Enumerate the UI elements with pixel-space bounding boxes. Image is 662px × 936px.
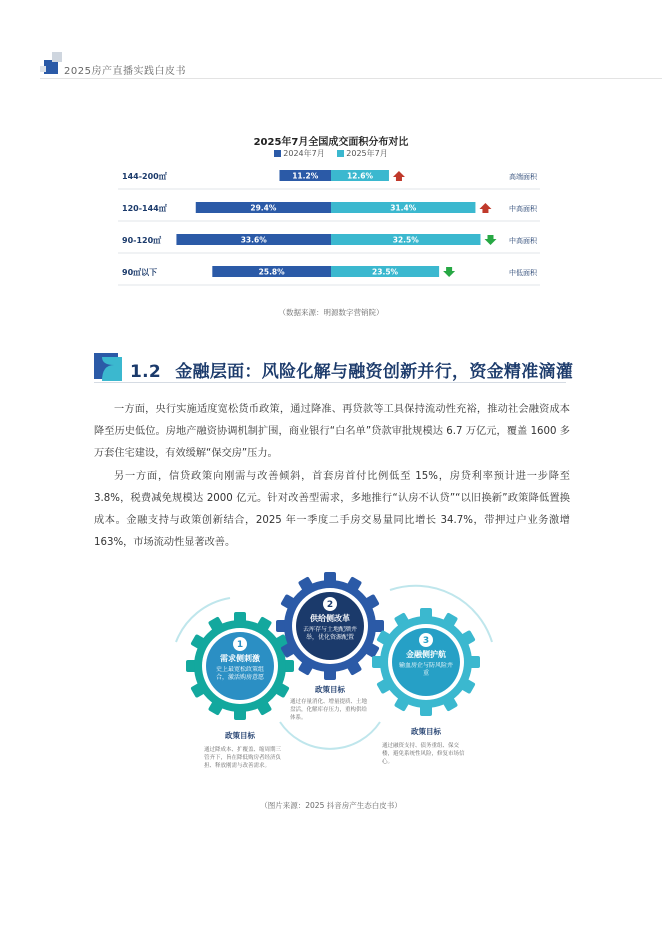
gear-3 [372,608,480,716]
arrow-down-icon [485,235,497,245]
header-logo-square-light [52,52,62,62]
page-header [0,0,662,80]
bar-label-2025: 23.5% [372,267,399,277]
diagram-source: （图片来源：2025 抖音房产生态白皮书） [260,801,402,810]
gear-3-desc: 输血房企与防风险并重 [398,662,453,677]
section-title: 金融层面：风险化解与融资创新并行，资金精准滴灌 [175,362,574,382]
chart-title: 2025年7月全国成交面积分布对比 [253,137,409,148]
header-logo-square-light2 [40,66,46,72]
segment-label: 中高面积 [509,237,537,245]
goal-label-2: 政策目标 [315,685,345,694]
chart-source: （数据来源：明源数字营销院） [278,308,384,317]
gear-3-num: 3 [422,636,430,646]
section-icon [92,351,126,383]
goal-label-3: 政策目标 [411,727,441,736]
area-distribution-chart [0,160,662,320]
legend-swatch-2024 [274,150,281,157]
segment-label: 中低面积 [509,269,537,277]
chart-legend [0,148,662,159]
segment-label: 高端面积 [509,173,537,181]
bar-label-2024: 11.2% [292,171,319,181]
paragraph-2: 另一方面，信贷政策向刚需与改善倾斜，首套房首付比例低至 15%，房贷利率预计进一步降至 3.8%，税费减免规模达 2000 亿元。针对改善型需求，多地推行“认房不认贷”“以旧换新”政策降低置换成本。金融支持与政策创新结合，2025 年一季度二手房交易量同比增长 34.7%，带押过户业务激增 163%，市场流动性显著改善。 [94,471,570,548]
goal-text-2: 通过存量消化、增量提质、土地盘活，化解库存压力，重构供给体系。 [290,699,368,721]
section-divider [94,382,566,383]
header-logo-square-dark [44,60,58,74]
header-title: 2025房产直播实践白皮书 [64,66,186,77]
arrow-down-icon [443,267,455,277]
gear-2-num: 2 [326,600,334,610]
section-number: 1.2 [130,362,162,382]
arrow-up-icon [393,171,405,181]
legend-label-2025: 2025年7月 [346,149,388,158]
category-label: 90㎡以下 [122,268,158,277]
arrow-up-icon [479,203,491,213]
policy-gear-diagram [170,572,650,792]
gear-2-title: 供给侧改革 [310,614,350,623]
segment-label: 中高面积 [509,205,537,213]
goal-label-1: 政策目标 [225,731,255,740]
section-heading [130,357,573,382]
gear-3-title: 金融侧护航 [406,650,446,659]
category-label: 90-120㎡ [122,236,162,245]
gear-1-title: 需求侧刺激 [220,654,260,663]
legend-item-2025 [337,149,387,158]
header-divider [40,78,662,79]
bar-label-2025: 12.6% [346,171,373,181]
paragraph-1: 一方面，央行实施适度宽松货币政策，通过降准、再贷款等工具保持流动性充裕，推动社会融资成本降至历史低位。房地产融资协调机制扩围，商业银行“白名单”贷款审批规模达 6.7 万亿元，覆盖 1600 多万套住宅建设，有效缓解“保交房”压力。 [94,404,570,459]
gear-1-desc: 史上最宽松政策组合，激活购房意愿 [215,666,264,681]
goal-text-3: 通过融资支持、债务重组、保交楼，避免系统性风险，修复市场信心。 [382,743,465,765]
bar-label-2025: 31.4% [390,203,417,213]
legend-label-2024: 2024年7月 [283,149,325,158]
legend-swatch-2025 [337,150,344,157]
gear-1-num: 1 [236,640,244,650]
category-label: 120-144㎡ [122,204,167,213]
gear-2-desc: 去库存与土地配额并举，优化资源配置 [302,626,357,641]
bar-label-2024: 29.4% [250,203,277,213]
bar-label-2025: 32.5% [392,235,419,245]
legend-item-2024 [274,149,327,158]
category-label: 144-200㎡ [122,172,167,181]
bar-label-2024: 25.8% [258,267,285,277]
goal-text-1: 通过降成本、扩覆盖、缩周期三管齐下，旨在降低购房者经济负担、释放刚需与改善需求。 [204,747,282,769]
bar-label-2024: 33.6% [240,235,267,245]
